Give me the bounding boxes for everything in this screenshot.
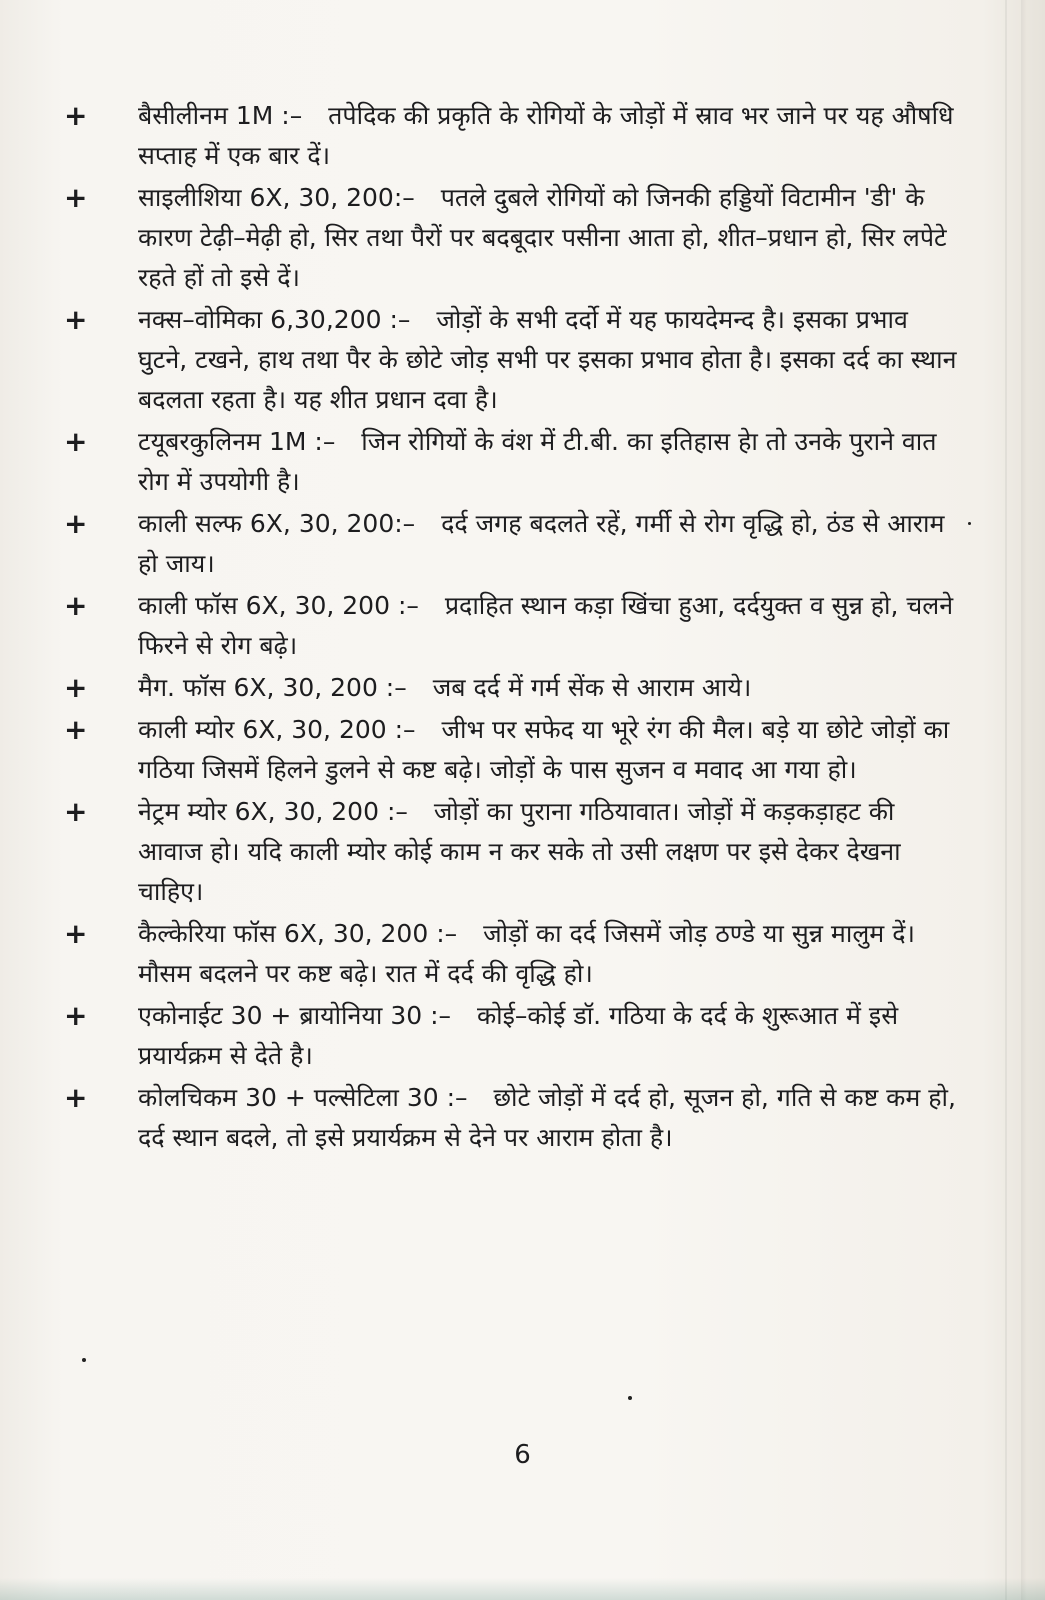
plus-bullet-icon: +: [64, 303, 88, 336]
plus-bullet-icon: +: [64, 795, 88, 828]
remedy-description: छोटे जोड़ों में दर्द हो, सूजन हो, गति से कष्ट कम हो, दर्द स्थान बदले, तो इसे प्रयार्यक्रम से देने पर आराम होता है।: [138, 1083, 956, 1152]
remedy-name: काली म्योर 6X, 30, 200 :–: [138, 715, 416, 744]
remedy-description: जोड़ों के सभी दर्दो में यह फायदेमन्द है। इसका प्रभाव घुटने, टखने, हाथ तथा पैर के छोटे जोड़ सभी पर इसका प्रभाव होता है। इसका दर्द का स्थान बदलता रहता है। यह शीत प्रधान दवा है।: [138, 305, 957, 414]
remedy-entry: [58, 914, 958, 994]
plus-bullet-icon: +: [64, 917, 88, 950]
plus-bullet-icon: +: [64, 589, 88, 622]
remedy-entry: [58, 996, 958, 1076]
remedy-entry: [58, 300, 958, 420]
remedy-description: पतले दुबले रोगियों को जिनकी हड्डियों विटामीन 'डी' के कारण टेढ़ी–मेढ़ी हो, सिर तथा पैरों पर बदबूदार पसीना आता हो, शीत–प्रधान हो, सिर लपेटे रहते हों तो इसे दें।: [138, 183, 947, 292]
plus-bullet-icon: +: [64, 999, 88, 1032]
remedy-description: प्रदाहित स्थान कड़ा खिंचा हुआ, दर्दयुक्त व सुन्न हो, चलने फिरने से रोग बढ़े।: [138, 591, 954, 660]
remedy-description: जोड़ों का पुराना गठियावात। जोड़ों में कड़कड़ाहट की आवाज हो। यदि काली म्योर कोई काम न कर सके तो उसी लक्षण पर इसे देकर देखना चाहिए।: [138, 797, 901, 906]
remedy-name: काली सल्फ 6X, 30, 200:–: [138, 509, 416, 538]
plus-bullet-icon: +: [64, 713, 88, 746]
ink-speck: [628, 1396, 632, 1400]
remedy-name: टयूबरकुलिनम 1M :–: [138, 427, 336, 456]
ink-speck: [82, 1358, 86, 1362]
remedy-entry: [58, 178, 958, 298]
plus-bullet-icon: +: [64, 507, 88, 540]
remedy-name: नेट्रम म्योर 6X, 30, 200 :–: [138, 797, 408, 826]
remedy-entry: [58, 422, 958, 502]
remedy-entry: [58, 1078, 958, 1158]
remedy-entry: [58, 586, 958, 666]
remedy-description: जोड़ों का दर्द जिसमें जोड़ ठण्डे या सुन्न मालुम दें। मौसम बदलने पर कष्ट बढ़े। रात में दर्द की वृद्धि हो।: [138, 919, 915, 988]
remedy-entry: [58, 710, 958, 790]
remedy-entry: [58, 504, 958, 584]
plus-bullet-icon: +: [64, 99, 88, 132]
page-fold-shadow: [1021, 0, 1027, 1600]
remedy-name: कैल्केरिया फॉस 6X, 30, 200 :–: [138, 919, 458, 948]
remedy-description: तपेदिक की प्रकृति के रोगियों के जोड़ों में स्राव भर जाने पर यह औषधि सप्ताह में एक बार दें।: [138, 101, 954, 170]
remedy-description: जब दर्द में गर्म सेंक से आराम आये।: [432, 673, 752, 702]
remedy-description: जीभ पर सफेद या भूरे रंग की मैल। बड़े या छोटे जोड़ों का गठिया जिसमें हिलने डुलने से कष्ट बढ़े। जोड़ों के पास सुजन व मवाद आ गया हो।: [138, 715, 950, 784]
plus-bullet-icon: +: [64, 181, 88, 214]
page-bottom-edge: [0, 1578, 1045, 1600]
remedy-name: मैग. फॉस 6X, 30, 200 :–: [138, 673, 407, 702]
remedy-name: कोलचिकम 30 + पल्सेटिला 30 :–: [138, 1083, 468, 1112]
remedy-name: बैसीलीनम 1M :–: [138, 101, 303, 130]
remedy-description: जिन रोगियों के वंश में टी.बी. का इतिहास हेा तो उनके पुराने वात रोग में उपयोगी है।: [138, 427, 937, 496]
remedy-name: साइलीशिया 6X, 30, 200:–: [138, 183, 415, 212]
ink-speck: [968, 522, 971, 525]
remedy-entry: [58, 96, 958, 176]
remedy-name: एकोनाईट 30 + ब्रायोनिया 30 :–: [138, 1001, 452, 1030]
page-number: 6: [514, 1440, 531, 1470]
plus-bullet-icon: +: [64, 671, 88, 704]
remedy-description: कोई–कोई डॉ. गठिया के दर्द के शुरूआत में इसे प्रयार्यक्रम से देते है।: [138, 1001, 899, 1070]
remedy-name: नक्स–वोमिका 6,30,200 :–: [138, 305, 411, 334]
remedy-entry: [58, 792, 958, 912]
plus-bullet-icon: +: [64, 425, 88, 458]
remedy-description: दर्द जगह बदलते रहें, गर्मी से रोग वृद्धि हो, ठंड से आराम हो जाय।: [138, 509, 945, 578]
page-fold-line: [1005, 0, 1007, 1600]
remedy-name: काली फॉस 6X, 30, 200 :–: [138, 591, 419, 620]
plus-bullet-icon: +: [64, 1081, 88, 1114]
remedy-list: [58, 96, 958, 1160]
remedy-entry: [58, 668, 958, 708]
